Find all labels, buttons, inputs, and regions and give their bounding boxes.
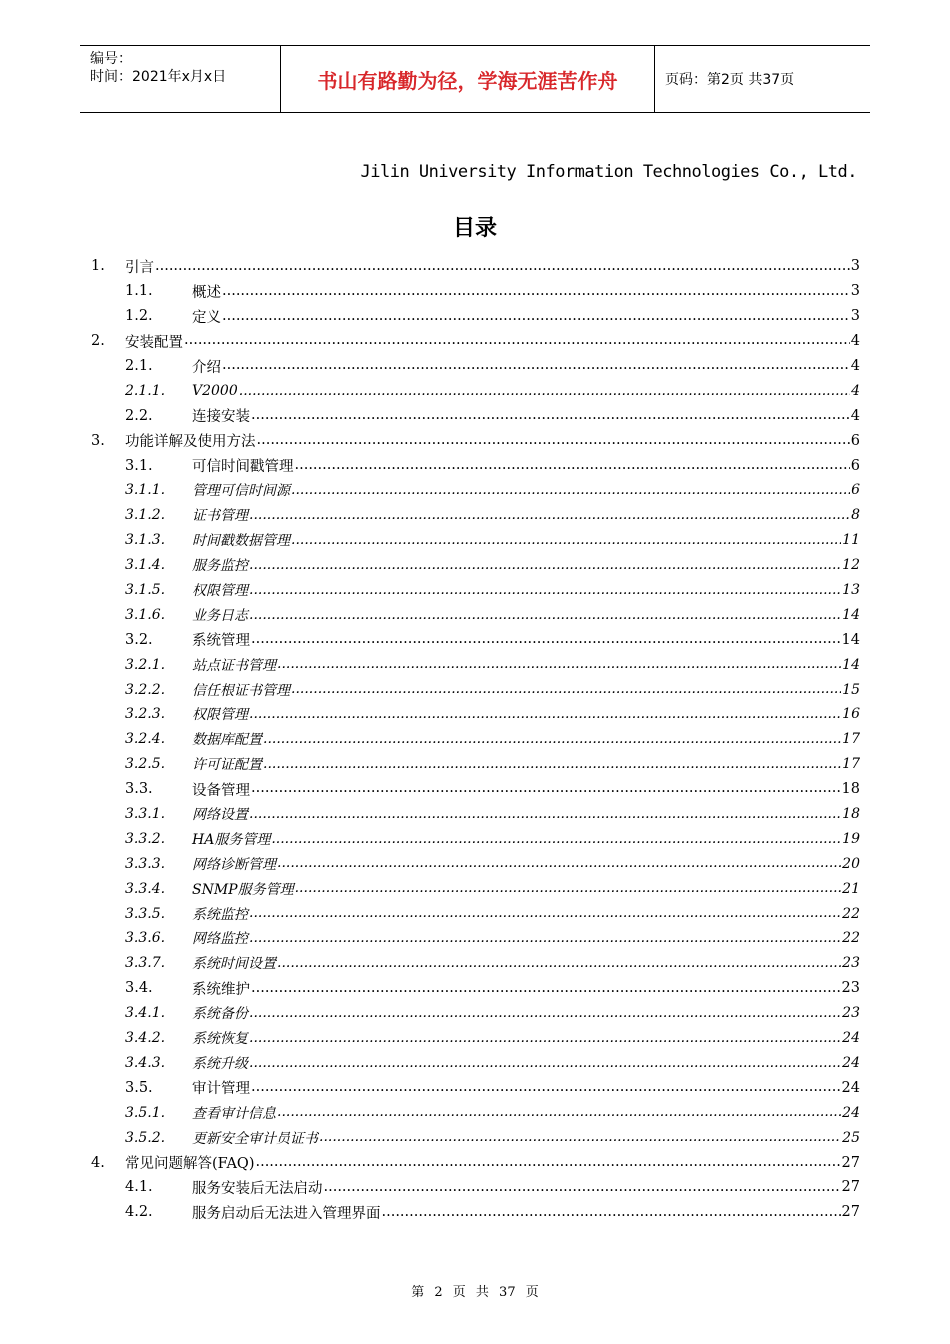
toc-entry-page: 24: [842, 1104, 860, 1121]
toc-entry[interactable]: [91, 403, 860, 428]
toc-entry-label: SNMP服务管理: [192, 881, 294, 898]
toc-entry-number: 1.2.: [125, 308, 153, 325]
toc-entry-page: 3: [850, 308, 860, 325]
toc-entry-number: 3.2.3.: [125, 706, 166, 723]
toc-entry-label: 概述: [192, 284, 221, 301]
toc-leader-dots: [324, 1179, 841, 1196]
toc-leader-dots: [291, 681, 841, 698]
toc-entry-page: 22: [842, 905, 860, 922]
header-motto: 书山有路勤为径，学海无涯苦作舟: [281, 46, 655, 112]
toc-entry[interactable]: [91, 329, 860, 354]
toc-entry[interactable]: [91, 578, 860, 603]
toc-entry-label: HA服务管理: [192, 831, 271, 848]
toc-leader-dots: [184, 332, 850, 349]
toc-entry-page: 25: [842, 1129, 860, 1146]
toc-entry-page: 23: [841, 980, 860, 997]
toc-entry-page: 20: [842, 855, 860, 872]
toc-leader-dots: [251, 407, 850, 424]
toc-entry-page: 11: [842, 532, 860, 549]
toc-entry[interactable]: [91, 304, 860, 329]
toc-entry-page: 24: [841, 1079, 860, 1096]
toc-entry-page: 17: [842, 731, 860, 748]
toc-entry-label: V2000: [192, 382, 238, 399]
toc-entry-page: 4: [850, 407, 860, 424]
toc-entry[interactable]: [91, 976, 860, 1001]
toc-entry[interactable]: [91, 1150, 860, 1175]
toc-leader-dots: [249, 905, 841, 922]
header-code-label: 编号：: [90, 51, 132, 67]
toc-entry-label: 信任根证书管理: [192, 682, 290, 699]
toc-leader-dots: [249, 607, 841, 624]
toc-leader-dots: [249, 806, 841, 823]
toc-entry-label: 系统监控: [192, 906, 248, 923]
toc-entry[interactable]: [91, 1026, 860, 1051]
toc-leader-dots: [382, 1204, 841, 1221]
toc-entry-page: 8: [851, 507, 860, 524]
toc-entry-page: 3: [850, 283, 860, 300]
header-meta: [80, 46, 281, 112]
toc-entry-page: 16: [842, 706, 860, 723]
toc-entry-page: 14: [842, 606, 860, 623]
toc-entry-label: 设备管理: [192, 782, 250, 799]
company-name: Jilin University Information Technologies Co., Ltd.: [360, 162, 857, 182]
toc-entry-page: 21: [842, 880, 860, 897]
toc-entry-page: 6: [851, 482, 860, 499]
toc-leader-dots: [251, 631, 841, 648]
toc-entry-number: 3.4.2.: [125, 1030, 166, 1047]
toc-leader-dots: [155, 258, 850, 275]
toc-entry-label: 系统时间设置: [192, 956, 276, 973]
header-page-info: 页码：第2页 共37页: [665, 72, 795, 88]
toc-leader-dots: [249, 706, 841, 723]
toc-entry-number: 1.1.: [125, 283, 153, 300]
toc-entry[interactable]: [91, 428, 860, 453]
toc-leader-dots: [251, 1079, 841, 1096]
toc-entry-number: 3.2.4.: [125, 731, 166, 748]
toc-entry-label: 管理可信时间源: [192, 483, 290, 500]
table-of-contents: [91, 254, 860, 1225]
toc-entry-number: 2.2.: [125, 407, 153, 424]
toc-entry[interactable]: [91, 602, 860, 627]
toc-entry-page: 27: [841, 1154, 860, 1171]
toc-entry-label: 安装配置: [125, 334, 183, 351]
toc-entry[interactable]: [91, 453, 860, 478]
toc-entry-page: 4: [851, 382, 860, 399]
toc-entry-label: 权限管理: [192, 583, 248, 600]
toc-entry-label: 系统管理: [192, 633, 250, 650]
toc-entry-number: 3.2.: [125, 631, 153, 648]
toc-entry[interactable]: [91, 777, 860, 802]
toc-entry[interactable]: [91, 901, 860, 926]
toc-leader-dots: [249, 507, 850, 524]
toc-entry-number: 2.1.: [125, 358, 153, 374]
toc-entry[interactable]: [91, 503, 860, 528]
toc-entry[interactable]: [91, 851, 860, 876]
toc-entry-number: 3.5.1.: [125, 1104, 166, 1121]
toc-entry-number: 3.3.5.: [125, 905, 166, 922]
toc-entry-number: 3.1.3.: [125, 532, 166, 549]
toc-entry-number: 3.3.6.: [125, 930, 166, 947]
toc-leader-dots: [277, 955, 841, 972]
toc-leader-dots: [222, 308, 850, 325]
toc-entry-label: 定义: [192, 309, 221, 326]
toc-entry-number: 3.1.2.: [125, 507, 166, 524]
toc-entry-label: 服务启动后无法进入管理界面: [192, 1205, 381, 1222]
toc-entry[interactable]: [91, 951, 860, 976]
toc-entry-number: 3.4.: [125, 980, 153, 997]
toc-entry-label: 连接安装: [192, 409, 250, 426]
toc-leader-dots: [263, 731, 841, 748]
toc-entry[interactable]: [91, 752, 860, 777]
toc-entry-page: 24: [842, 1030, 860, 1047]
toc-entry-number: 3.3.1.: [125, 806, 166, 823]
toc-entry-page: 22: [842, 930, 860, 947]
toc-leader-dots: [251, 980, 841, 997]
toc-entry-page: 14: [841, 631, 860, 648]
toc-leader-dots: [249, 582, 841, 599]
toc-leader-dots: [249, 1055, 841, 1072]
toc-leader-dots: [277, 1104, 841, 1121]
toc-entry-label: 常见问题解答(FAQ): [125, 1156, 255, 1172]
toc-entry-label: 系统维护: [192, 981, 250, 998]
toc-entry-page: 27: [841, 1204, 860, 1221]
toc-entry[interactable]: [91, 1175, 860, 1200]
toc-entry[interactable]: [91, 652, 860, 677]
toc-entry[interactable]: [91, 1125, 860, 1150]
toc-entry-number: 1.: [91, 258, 105, 275]
toc-entry-page: 3: [850, 258, 860, 275]
toc-entry-number: 4.: [91, 1154, 105, 1171]
toc-leader-dots: [277, 855, 841, 872]
toc-entry-number: 4.1.: [125, 1179, 153, 1196]
toc-entry-page: 18: [842, 806, 860, 823]
toc-entry-page: 6: [850, 432, 860, 449]
toc-leader-dots: [257, 432, 850, 449]
toc-title: 目录: [452, 216, 497, 241]
toc-leader-dots: [295, 880, 842, 897]
toc-entry-number: 3.3.3.: [125, 855, 166, 872]
toc-entry-number: 3.3.2.: [125, 830, 166, 847]
toc-entry-label: 网络设置: [192, 807, 248, 824]
toc-entry[interactable]: [91, 802, 860, 827]
toc-entry-label: 系统恢复: [192, 1031, 248, 1048]
toc-entry-number: 3.3.7.: [125, 955, 166, 972]
toc-entry-number: 4.2.: [125, 1204, 153, 1221]
toc-entry[interactable]: [91, 279, 860, 304]
toc-entry[interactable]: [91, 826, 860, 851]
toc-leader-dots: [249, 930, 841, 947]
toc-leader-dots: [277, 656, 841, 673]
toc-entry-number: 3.2.1.: [125, 656, 166, 673]
toc-entry-label: 查看审计信息: [192, 1105, 276, 1122]
toc-leader-dots: [255, 1154, 840, 1171]
toc-entry-label: 审计管理: [192, 1081, 250, 1098]
toc-entry-page: 4: [850, 333, 860, 350]
toc-entry-page: 24: [842, 1054, 860, 1071]
toc-entry[interactable]: [91, 876, 860, 901]
toc-entry[interactable]: [91, 254, 860, 279]
toc-entry[interactable]: [91, 1200, 860, 1225]
toc-entry[interactable]: [91, 378, 860, 403]
toc-leader-dots: [291, 482, 850, 499]
toc-entry-number: 2.: [91, 333, 105, 350]
toc-leader-dots: [222, 283, 850, 300]
toc-entry-number: 3.4.1.: [125, 1005, 166, 1022]
toc-entry-label: 系统升级: [192, 1055, 248, 1072]
toc-entry-number: 3.3.: [125, 781, 153, 798]
toc-entry-number: 3.2.2.: [125, 681, 166, 698]
toc-leader-dots: [249, 1030, 841, 1047]
page-footer: 第 2 页 共 37 页: [411, 1285, 539, 1300]
toc-entry-number: 3.1.6.: [125, 606, 166, 623]
toc-leader-dots: [251, 780, 841, 797]
toc-entry-number: 3.1.: [125, 457, 153, 474]
toc-entry[interactable]: [91, 627, 860, 652]
toc-entry-page: 4: [850, 358, 860, 374]
toc-entry[interactable]: [91, 528, 860, 553]
toc-entry[interactable]: [91, 1075, 860, 1100]
toc-entry-number: 3.4.3.: [125, 1054, 166, 1071]
toc-entry-number: 3.5.: [125, 1079, 153, 1096]
toc-entry-label: 网络监控: [192, 931, 248, 948]
toc-entry-page: 19: [842, 830, 860, 847]
toc-entry-number: 3.: [91, 432, 105, 449]
toc-entry-page: 23: [842, 955, 860, 972]
toc-entry-number: 3.1.5.: [125, 582, 166, 599]
toc-entry-page: 12: [842, 557, 860, 574]
page-header: [80, 45, 870, 113]
toc-entry[interactable]: [91, 727, 860, 752]
toc-entry-label: 数据库配置: [192, 732, 262, 749]
toc-entry-label: 业务日志: [192, 607, 248, 624]
toc-leader-dots: [222, 357, 850, 374]
toc-leader-dots: [271, 831, 841, 848]
toc-entry[interactable]: [91, 926, 860, 951]
toc-entry-label: 服务监控: [192, 558, 248, 575]
toc-entry-label: 系统备份: [192, 1006, 248, 1023]
toc-entry-number: 2.1.1.: [125, 382, 166, 399]
toc-entry[interactable]: [91, 478, 860, 503]
toc-entry-number: 3.1.4.: [125, 557, 166, 574]
toc-entry-label: 时间戳数据管理: [192, 533, 290, 550]
toc-entry-label: 站点证书管理: [192, 657, 276, 674]
toc-entry-label: 功能详解及使用方法: [125, 434, 256, 451]
toc-entry-label: 证书管理: [192, 508, 248, 525]
toc-entry-number: 3.2.5.: [125, 756, 166, 773]
toc-entry-number: 3.5.2.: [125, 1129, 166, 1146]
toc-entry[interactable]: [91, 354, 860, 379]
header-time-label: 时间：2021年x月x日: [90, 69, 227, 85]
toc-entry-page: 27: [841, 1179, 860, 1196]
toc-entry-number: 3.3.4.: [125, 880, 166, 897]
toc-leader-dots: [291, 532, 841, 549]
toc-entry-page: 17: [842, 756, 860, 773]
toc-entry-page: 14: [842, 656, 860, 673]
toc-entry-label: 许可证配置: [192, 757, 262, 774]
toc-entry[interactable]: [91, 677, 860, 702]
toc-entry-number: 3.1.1.: [125, 482, 166, 499]
toc-entry-label: 权限管理: [192, 707, 248, 724]
toc-entry-label: 介绍: [192, 359, 221, 376]
toc-entry-page: 18: [841, 781, 860, 798]
toc-leader-dots: [319, 1129, 841, 1146]
toc-leader-dots: [249, 1005, 841, 1022]
toc-entry-page: 23: [842, 1005, 860, 1022]
toc-entry-label: 服务安装后无法启动: [192, 1180, 323, 1197]
toc-entry-label: 更新安全审计员证书: [192, 1130, 318, 1147]
toc-leader-dots: [295, 457, 850, 474]
toc-entry[interactable]: [91, 553, 860, 578]
toc-entry-label: 可信时间戳管理: [192, 459, 294, 476]
toc-entry[interactable]: [91, 1100, 860, 1125]
toc-entry-label: 网络诊断管理: [192, 856, 276, 873]
toc-entry[interactable]: [91, 702, 860, 727]
toc-entry[interactable]: [91, 1001, 860, 1026]
toc-leader-dots: [239, 383, 850, 400]
toc-entry-label: 引言: [125, 259, 154, 276]
toc-entry[interactable]: [91, 1051, 860, 1076]
toc-entry-page: 15: [842, 681, 860, 698]
toc-entry-page: 13: [842, 582, 860, 599]
toc-leader-dots: [263, 756, 841, 773]
toc-entry-page: 6: [850, 457, 860, 474]
toc-leader-dots: [249, 557, 841, 574]
